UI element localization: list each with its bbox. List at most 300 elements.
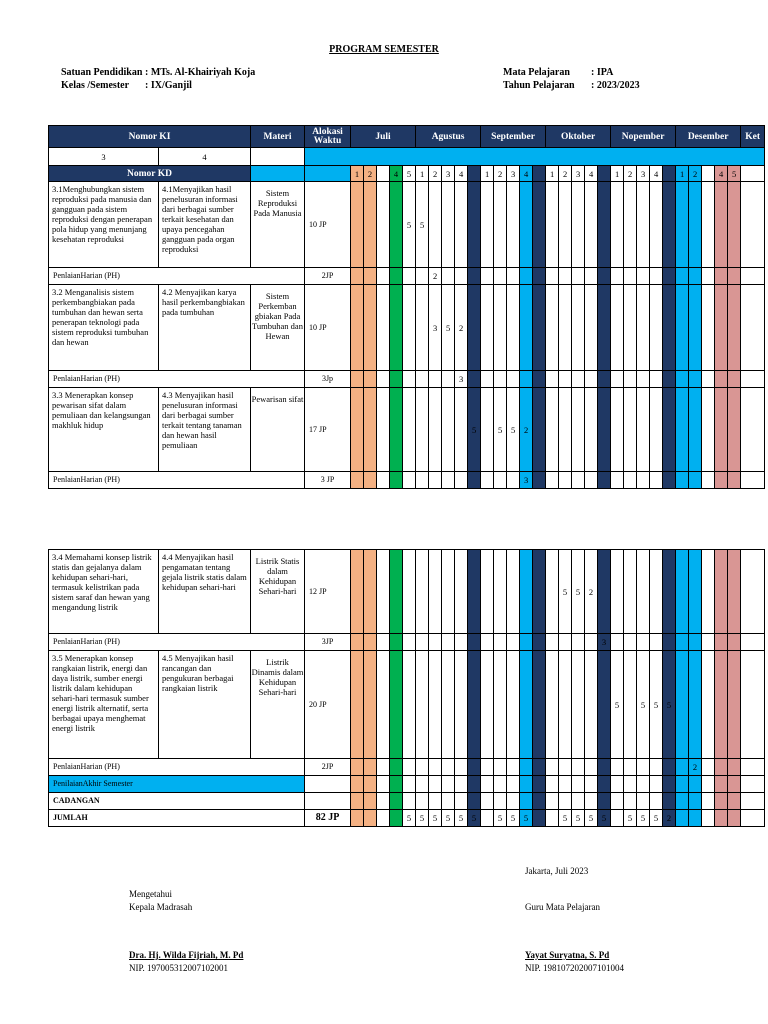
guru-label: Guru Mata Pelajaran (525, 902, 600, 912)
schedule-cell (676, 371, 689, 388)
schedule-cell (702, 388, 715, 472)
program-table-part1 (48, 125, 765, 489)
schedule-cell (689, 776, 702, 793)
schedule-cell (429, 371, 442, 388)
ket-cell (741, 651, 765, 759)
schedule-cell (351, 285, 364, 371)
kd3-cell: 3.1Menghubungkan sistem reproduksi pada manusia dan gangguan pada sistem reproduksi dengan penerapan pola hidup yang menunjang kesehatan reproduksi (49, 182, 159, 268)
schedule-cell (377, 472, 390, 489)
schedule-cell (533, 651, 546, 759)
summary-label: PenlaianHarian (PH) (49, 472, 305, 489)
schedule-cell (689, 388, 702, 472)
schedule-cell (650, 550, 663, 634)
schedule-cell (390, 810, 403, 827)
schedule-cell (429, 793, 442, 810)
ket-cell (741, 793, 765, 810)
schedule-cell (585, 268, 598, 285)
schedule-cell (533, 268, 546, 285)
schedule-cell (728, 793, 741, 810)
schedule-cell (663, 759, 676, 776)
schedule-cell (468, 268, 481, 285)
schedule-cell (611, 371, 624, 388)
ki4-cell: 4 (159, 148, 251, 166)
schedule-cell (416, 550, 429, 634)
schedule-cell (650, 634, 663, 651)
week-cell (598, 166, 611, 182)
week-cell: 3 (507, 166, 520, 182)
kd-row (49, 651, 765, 759)
schedule-cell (429, 776, 442, 793)
schedule-cell (689, 634, 702, 651)
schedule-cell (637, 182, 650, 268)
schedule-cell (598, 759, 611, 776)
schedule-cell (468, 793, 481, 810)
schedule-cell (637, 388, 650, 472)
schedule-cell (468, 776, 481, 793)
week-cell (377, 166, 390, 182)
schedule-cell (728, 472, 741, 489)
schedule-cell (351, 759, 364, 776)
schedule-cell (637, 285, 650, 371)
schedule-cell (494, 651, 507, 759)
schedule-cell (624, 550, 637, 634)
kd-row (49, 550, 765, 634)
schedule-cell (689, 793, 702, 810)
schedule-cell (351, 472, 364, 489)
schedule-cell (494, 550, 507, 634)
schedule-cell (507, 651, 520, 759)
schedule-cell (468, 472, 481, 489)
schedule-cell (637, 793, 650, 810)
schedule-cell (572, 371, 585, 388)
week-cell: 1 (416, 166, 429, 182)
schedule-cell (572, 472, 585, 489)
schedule-cell (351, 634, 364, 651)
schedule-cell (624, 388, 637, 472)
month-desember: Desember (676, 126, 741, 148)
schedule-cell (364, 472, 377, 489)
schedule-cell (663, 371, 676, 388)
ket-cell (741, 182, 765, 268)
schedule-cell: 5 (455, 810, 468, 827)
schedule-cell (702, 759, 715, 776)
schedule-cell (702, 268, 715, 285)
kd4-cell: 4.2 Menyajikan karya hasil perkembangbiakan pada tumbuhan (159, 285, 251, 371)
schedule-cell (442, 759, 455, 776)
subject-info (503, 66, 640, 92)
schedule-cell (494, 472, 507, 489)
schedule-cell: 5 (403, 182, 416, 268)
week-cell: 2 (364, 166, 377, 182)
schedule-cell (481, 268, 494, 285)
schedule-cell (351, 371, 364, 388)
ket-cell (741, 388, 765, 472)
schedule-cell (559, 182, 572, 268)
satuan-value: : MTs. Al-Khairiyah Koja (145, 67, 256, 78)
empty-cell (251, 166, 305, 182)
schedule-cell (416, 388, 429, 472)
schedule-cell (455, 472, 468, 489)
schedule-cell (403, 776, 416, 793)
mapel-label: Mata Pelajaran (503, 67, 570, 78)
jp-cell: 3Jp (305, 371, 351, 388)
schedule-cell (598, 651, 611, 759)
schedule-cell (351, 810, 364, 827)
schedule-cell (650, 285, 663, 371)
kd3-cell: 3.4 Memahami konsep listrik statis dan gejalanya dalam kehidupan sehari-hari, termasuk kelistrikan pada sistem saraf dan hewan yang mengandung listrik (49, 550, 159, 634)
schedule-cell (351, 268, 364, 285)
schedule-cell (429, 759, 442, 776)
week-cell: 5 (403, 166, 416, 182)
schedule-cell (403, 472, 416, 489)
jp-cell: 3 JP (305, 472, 351, 489)
ket-cell (741, 759, 765, 776)
ket-cell (741, 776, 765, 793)
schedule-cell (728, 550, 741, 634)
schedule-cell (611, 182, 624, 268)
schedule-cell (429, 550, 442, 634)
schedule-cell (390, 371, 403, 388)
schedule-cell: 3 (520, 472, 533, 489)
schedule-cell: 3 (429, 285, 442, 371)
schedule-cell (715, 634, 728, 651)
schedule-cell (533, 550, 546, 634)
schedule-cell (572, 182, 585, 268)
schedule-cell (689, 371, 702, 388)
week-cell: 1 (546, 166, 559, 182)
schedule-cell (702, 793, 715, 810)
week-cell: 1 (676, 166, 689, 182)
schedule-cell (689, 651, 702, 759)
schedule-cell (715, 268, 728, 285)
schedule-cell (403, 793, 416, 810)
schedule-cell: 5 (507, 388, 520, 472)
place-date: Jakarta, Juli 2023 (525, 866, 589, 876)
schedule-cell (403, 285, 416, 371)
schedule-cell (676, 759, 689, 776)
ki3-cell: 3 (49, 148, 159, 166)
schedule-cell: 2 (689, 759, 702, 776)
schedule-cell (611, 793, 624, 810)
schedule-cell (364, 759, 377, 776)
jp-cell: 2JP (305, 759, 351, 776)
materi-cell: Pewarisan sifat (251, 388, 305, 472)
materi-header: Materi (251, 126, 305, 148)
schedule-cell: 5 (429, 810, 442, 827)
schedule-cell (533, 810, 546, 827)
schedule-cell (715, 776, 728, 793)
empty-cell (251, 148, 305, 166)
schedule-cell (351, 651, 364, 759)
schedule-cell (715, 472, 728, 489)
schedule-cell (715, 550, 728, 634)
schedule-cell (624, 182, 637, 268)
schedule-cell (546, 759, 559, 776)
schedule-cell (728, 371, 741, 388)
schedule-cell (728, 651, 741, 759)
schedule-cell (533, 634, 546, 651)
week-cell (468, 166, 481, 182)
schedule-cell (390, 472, 403, 489)
schedule-cell (585, 793, 598, 810)
schedule-cell (702, 634, 715, 651)
schedule-cell (481, 759, 494, 776)
schedule-cell (676, 472, 689, 489)
schedule-cell (598, 550, 611, 634)
schedule-cell (364, 810, 377, 827)
month-oktober: Oktober (546, 126, 611, 148)
schedule-cell (728, 810, 741, 827)
blue-band (305, 148, 765, 166)
schedule-cell (442, 472, 455, 489)
schedule-cell (546, 651, 559, 759)
guru-signature (525, 949, 624, 975)
schedule-cell (364, 268, 377, 285)
schedule-cell: 5 (650, 651, 663, 759)
alokasi-header: Alokasi Waktu (305, 126, 351, 148)
schedule-cell (728, 634, 741, 651)
schedule-cell (611, 388, 624, 472)
schedule-cell (533, 388, 546, 472)
schedule-cell (416, 472, 429, 489)
schedule-cell (715, 793, 728, 810)
kelas-value: : IX/Ganjil (145, 80, 192, 91)
schedule-cell (429, 634, 442, 651)
schedule-cell (585, 776, 598, 793)
schedule-cell (481, 285, 494, 371)
schedule-cell (481, 634, 494, 651)
schedule-cell (689, 268, 702, 285)
schedule-cell (559, 759, 572, 776)
kd4-cell: 4.1Menyajikan hasil penelusuran informasi dari berbagai sumber terkait kesehatan dan upaya pencegahan gangguan pada organ reproduksi (159, 182, 251, 268)
schedule-cell (624, 634, 637, 651)
schedule-cell (585, 651, 598, 759)
tahun-value: : 2023/2023 (591, 80, 640, 91)
kepala-signature (129, 949, 243, 975)
week-cell: 1 (481, 166, 494, 182)
schedule-cell (507, 285, 520, 371)
week-cell (533, 166, 546, 182)
ki-number-row (49, 148, 765, 166)
schedule-cell: 5 (468, 388, 481, 472)
ket-cell (741, 810, 765, 827)
schedule-cell: 5 (598, 810, 611, 827)
schedule-cell: 5 (585, 810, 598, 827)
schedule-cell (403, 634, 416, 651)
schedule-cell (598, 472, 611, 489)
schedule-cell (377, 810, 390, 827)
schedule-cell (494, 776, 507, 793)
schedule-cell (624, 472, 637, 489)
schedule-cell (585, 634, 598, 651)
schedule-cell (702, 810, 715, 827)
schedule-cell (572, 651, 585, 759)
schedule-cell (663, 268, 676, 285)
week-cell: 1 (611, 166, 624, 182)
schedule-cell (442, 182, 455, 268)
ket-cell (741, 285, 765, 371)
schedule-cell (416, 634, 429, 651)
schedule-cell (559, 472, 572, 489)
schedule-cell (416, 268, 429, 285)
tahun-label: Tahun Pelajaran (503, 80, 575, 91)
schedule-cell (364, 371, 377, 388)
schedule-cell (559, 651, 572, 759)
schedule-cell: 5 (637, 810, 650, 827)
schedule-cell (377, 759, 390, 776)
schedule-cell (637, 759, 650, 776)
week-cell (663, 166, 676, 182)
schedule-cell (416, 651, 429, 759)
schedule-cell (533, 285, 546, 371)
schedule-cell (390, 776, 403, 793)
schedule-cell (650, 472, 663, 489)
schedule-cell (624, 776, 637, 793)
schedule-cell (429, 651, 442, 759)
schedule-cell (546, 371, 559, 388)
schedule-cell (702, 550, 715, 634)
schedule-cell: 2 (663, 810, 676, 827)
schedule-cell (377, 285, 390, 371)
kepala-nip: NIP. 197005312007102001 (129, 963, 229, 973)
ket-cell (741, 634, 765, 651)
schedule-cell (546, 810, 559, 827)
schedule-cell (676, 182, 689, 268)
schedule-cell (468, 759, 481, 776)
schedule-cell (572, 793, 585, 810)
schedule-cell (624, 793, 637, 810)
schedule-cell (377, 268, 390, 285)
schedule-cell (702, 371, 715, 388)
mengetahui-label: Mengetahui (129, 889, 172, 899)
schedule-cell (390, 759, 403, 776)
week-cell: 4 (390, 166, 403, 182)
schedule-cell (624, 285, 637, 371)
schedule-cell (520, 371, 533, 388)
schedule-cell (533, 759, 546, 776)
schedule-cell (507, 776, 520, 793)
schedule-cell (689, 810, 702, 827)
nomor-ki-header: Nomor KI (49, 126, 251, 148)
kepala-block (129, 888, 192, 914)
schedule-cell (377, 550, 390, 634)
schedule-cell (663, 634, 676, 651)
schedule-cell (507, 182, 520, 268)
program-table-part2 (48, 549, 765, 827)
schedule-cell (520, 634, 533, 651)
schedule-cell: 5 (442, 285, 455, 371)
schedule-cell (481, 388, 494, 472)
schedule-cell (676, 810, 689, 827)
schedule-cell (416, 793, 429, 810)
schedule-cell (390, 182, 403, 268)
schedule-cell (416, 285, 429, 371)
schedule-cell (585, 182, 598, 268)
schedule-cell (481, 793, 494, 810)
jp-cell: 82 JP (305, 810, 351, 827)
schedule-cell (702, 776, 715, 793)
schedule-cell (572, 634, 585, 651)
schedule-cell (520, 759, 533, 776)
schedule-cell (520, 793, 533, 810)
schedule-cell (351, 550, 364, 634)
schedule-cell (637, 634, 650, 651)
schedule-cell (676, 550, 689, 634)
schedule-cell (637, 268, 650, 285)
schedule-cell (611, 285, 624, 371)
schedule-cell (637, 550, 650, 634)
summary-label: PenlaianHarian (PH) (49, 759, 305, 776)
schedule-cell (546, 550, 559, 634)
guru-nip: NIP. 198107202007101004 (525, 963, 625, 973)
schedule-cell (689, 285, 702, 371)
header-row (49, 126, 765, 148)
schedule-cell (364, 285, 377, 371)
schedule-cell (559, 776, 572, 793)
week-cell: 4 (715, 166, 728, 182)
schedule-cell (637, 776, 650, 793)
schedule-cell (442, 371, 455, 388)
kd4-cell: 4.3 Menyajikan hasil penelusuran informasi dari berbagai sumber terkait tentang tanaman dan hewan hasil pemuliaan (159, 388, 251, 472)
schedule-cell (468, 285, 481, 371)
schedule-cell (598, 182, 611, 268)
schedule-cell (416, 371, 429, 388)
kelas-label: Kelas /Semester (61, 80, 130, 91)
schedule-cell (507, 268, 520, 285)
jp-cell: 10 JP (305, 182, 351, 268)
summary-row (49, 793, 765, 810)
week-cell: 4 (455, 166, 468, 182)
schedule-cell (689, 182, 702, 268)
schedule-cell (520, 651, 533, 759)
schedule-cell (468, 371, 481, 388)
schedule-cell (520, 776, 533, 793)
schedule-cell (494, 759, 507, 776)
schedule-cell (702, 472, 715, 489)
schedule-cell (715, 388, 728, 472)
schedule-cell (650, 776, 663, 793)
schedule-cell (507, 550, 520, 634)
schedule-cell (390, 388, 403, 472)
schedule-cell (481, 371, 494, 388)
schedule-cell (598, 776, 611, 793)
schedule-cell (546, 182, 559, 268)
summary-row (49, 371, 765, 388)
week-cell: 1 (351, 166, 364, 182)
schedule-cell (546, 793, 559, 810)
schedule-cell (442, 651, 455, 759)
schedule-cell (650, 371, 663, 388)
summary-label: PenlaianHarian (PH) (49, 634, 305, 651)
schedule-cell (494, 268, 507, 285)
schedule-cell (663, 388, 676, 472)
page-title: PROGRAM SEMESTER (329, 44, 439, 55)
school-info (61, 66, 255, 92)
schedule-cell (585, 285, 598, 371)
schedule-cell (624, 371, 637, 388)
schedule-cell: 5 (494, 388, 507, 472)
schedule-cell (442, 268, 455, 285)
schedule-cell (650, 182, 663, 268)
schedule-cell (533, 371, 546, 388)
schedule-cell (416, 759, 429, 776)
schedule-cell (377, 634, 390, 651)
schedule-cell (663, 182, 676, 268)
kd4-cell: 4.4 Menyajikan hasil pengamatan tentang gejala listrik statis dalam kehidupan sehari-hari (159, 550, 251, 634)
schedule-cell (442, 776, 455, 793)
jp-cell: 20 JP (305, 651, 351, 759)
summary-label: CADANGAN (49, 793, 305, 810)
